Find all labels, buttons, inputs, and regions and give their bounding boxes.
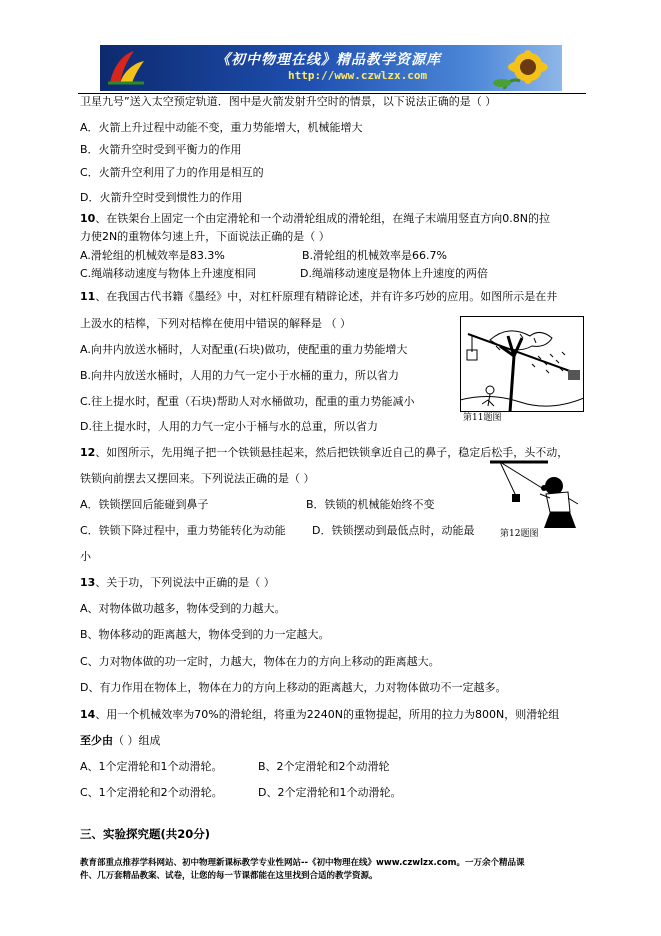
q10-stem-1 [80, 212, 550, 226]
q10-option-b: B.滑轮组的机械效率是66.7% [302, 249, 447, 262]
q9-option-c: C．火箭升空利用了力的作用是相互的 [80, 166, 264, 179]
well-sweep-figure [460, 316, 584, 412]
q13-number: 13 [80, 576, 96, 589]
q11-text-1: 、在我国古代书籍《墨经》中，对杠杆原理有精辟论述，并有许多巧妙的应用。如图所示是在井 [95, 290, 558, 303]
q11-stem-2: 上汲水的桔槔，下列对桔槔在使用中错误的解释是 （ ） [80, 317, 351, 330]
q10-text-1: 、在铁架台上固定一个由定滑轮和一个动滑轮组成的滑轮组，在绳子末端用竖直方向0.8N的拉 [95, 212, 551, 225]
q12-number: 12 [80, 446, 96, 459]
q12-stem-2: 铁锁向前摆去又摆回来。下列说法正确的是（ ） [80, 472, 315, 485]
header-rule [78, 93, 586, 94]
q12-figure-caption: 第12题图 [500, 529, 539, 539]
q9-option-a: A．火箭上升过程中动能不变，重力势能增大，机械能增大 [80, 121, 363, 134]
q10-number: 10 [80, 212, 96, 225]
q10-stem-2: 力使2N的重物体匀速上升，下面说法正确的是（ ） [80, 230, 330, 243]
q11-option-c: C.往上提水时，配重（石块)帮助人对水桶做功，配重的重力势能减小 [80, 395, 415, 408]
q13-option-b: B、物体移动的距离越大，物体受到的力一定越大。 [80, 628, 330, 641]
footer-line-2: 件、几万套精品教案、试卷，让您的每一节课都能在这里找到合适的教学资源。 [80, 871, 378, 881]
q10-option-d: D.绳端移动速度是物体上升速度的两倍 [300, 267, 488, 280]
q13-option-a: A、对物体做功越多，物体受到的力越大。 [80, 602, 286, 615]
q14-emphasis: 至少由 [80, 734, 113, 747]
q14-text-1: 、用一个机械效率为70%的滑轮组，将重为2240N的重物提起，所用的拉力为800N，则滑轮组 [95, 708, 560, 721]
q12-option-b: B．铁锁的机械能始终不变 [306, 498, 435, 511]
q9-option-d: D．火箭升空时受到惯性力的作用 [80, 191, 243, 204]
pendulum-figure [488, 458, 584, 530]
q13-option-c: C、力对物体做的功一定时，力越大，物体在力的方向上移动的距离越大。 [80, 655, 440, 668]
q14-text-2: （ ）组成 [113, 734, 161, 747]
q9-stem: 卫星九号”送入太空预定轨道．图中是火箭发射升空时的情景，以下说法正确的是（ ） [80, 95, 497, 108]
q14-stem-1 [80, 708, 559, 722]
banner-title: 《初中物理在线》精品教学资源库 [216, 52, 441, 68]
q12-option-c: C．铁锁下降过程中，重力势能转化为动能 [80, 524, 286, 537]
q14-option-b: B、2个定滑轮和2个动滑轮 [258, 760, 390, 773]
q10-option-c: C.绳端移动速度与物体上升速度相同 [80, 267, 257, 280]
q11-option-b: B.向井内放送水桶时，人用的力气一定小于水桶的重力，所以省力 [80, 369, 400, 382]
q14-number: 14 [80, 708, 96, 721]
q11-option-a: A.向井内放送水桶时，人对配重(石块)做功，使配重的重力势能增大 [80, 343, 408, 356]
q12-text-1: 、如图所示，先用绳子把一个铁锁悬挂起来，然后把铁锁拿近自己的鼻子，稳定后松手，头不动， [95, 446, 569, 459]
q14-stem-2 [80, 734, 161, 748]
q13-stem [80, 576, 275, 590]
banner-url[interactable]: http://www.czwlzx.com [288, 69, 428, 82]
q12-option-d-wrap: 小 [80, 550, 91, 563]
q11-stem-1 [80, 290, 557, 304]
footer-line-1: 教育部重点推荐学科网站、初中物理新课标教学专业性网站--《初中物理在线》www.czwlzx.com。一万余个精品课 [80, 858, 525, 868]
q11-option-d: D.往上提水时，人用的力气一定小于桶与水的总重，所以省力 [80, 420, 378, 433]
q14-option-a: A、1个定滑轮和1个动滑轮。 [80, 760, 223, 773]
header-banner [100, 45, 562, 91]
q9-option-b: B．火箭升空时受到平衡力的作用 [80, 143, 242, 156]
q13-option-d: D、有力作用在物体上，物体在力的方向上移动的距离越大，力对物体做功不一定越多。 [80, 681, 507, 694]
q12-option-d: D．铁锁摆动到最低点时，动能最 [312, 524, 475, 537]
q14-option-d: D、2个定滑轮和1个动滑轮。 [258, 786, 402, 799]
q10-option-a: A.滑轮组的机械效率是83.3% [80, 249, 225, 262]
section-heading: 三、实验探究题(共20分) [80, 827, 211, 841]
site-logo-icon [104, 49, 148, 87]
q11-number: 11 [80, 290, 96, 303]
q12-option-a: A．铁锁摆回后能碰到鼻子 [80, 498, 209, 511]
q11-figure-caption: 第11题图 [463, 413, 502, 423]
q13-text: 、关于功，下列说法中正确的是（ ） [95, 576, 275, 589]
sunflower-image [490, 47, 560, 89]
q14-option-c: C、1个定滑轮和2个动滑轮。 [80, 786, 223, 799]
